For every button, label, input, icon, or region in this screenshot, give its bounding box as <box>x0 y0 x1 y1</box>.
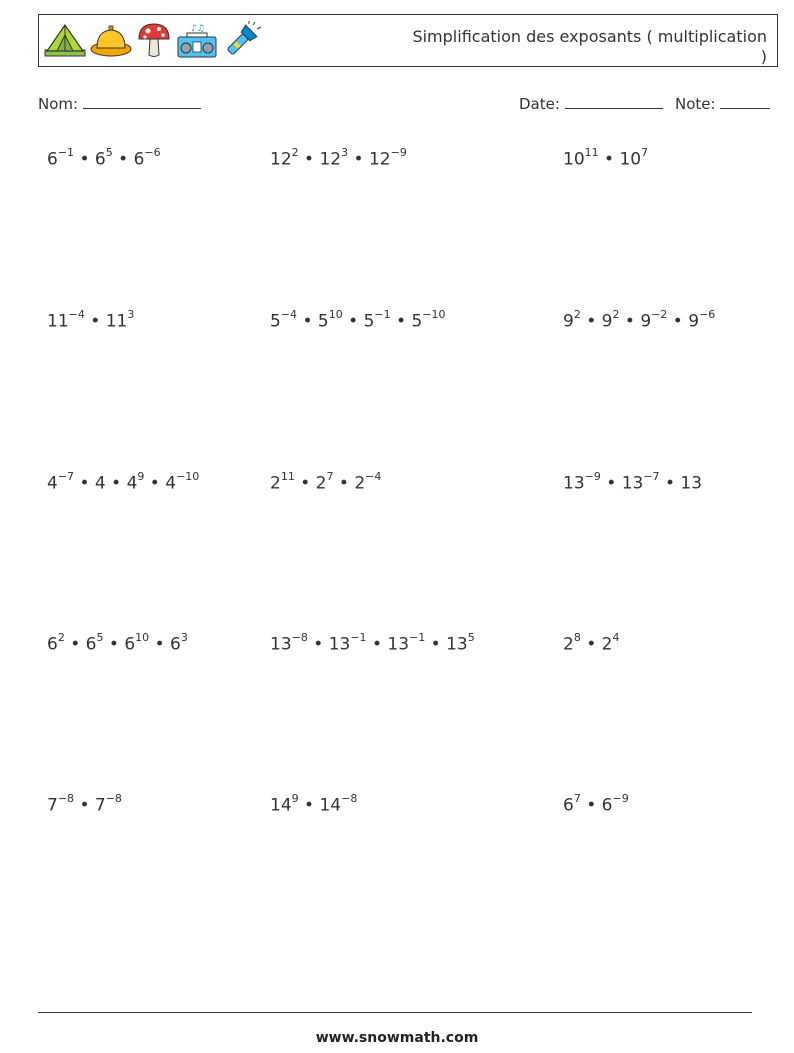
multiply-dot: • <box>112 149 134 170</box>
term-exponent: −10 <box>176 470 200 483</box>
mushroom-icon <box>135 21 173 59</box>
problem-1-3 <box>563 148 648 170</box>
multiply-dot: • <box>659 473 681 494</box>
problem-4-3 <box>563 633 620 655</box>
term-base: 9 <box>563 311 574 332</box>
term-base: 5 <box>411 311 423 332</box>
term-base: 6 <box>133 149 145 170</box>
svg-text:♪♫: ♪♫ <box>191 24 205 34</box>
grade-blank <box>720 94 770 109</box>
date-blank <box>565 94 663 109</box>
term-base: 5 <box>363 311 375 332</box>
problem-3-1 <box>47 472 199 494</box>
problem-3-2 <box>270 472 381 494</box>
term-exponent: −7 <box>643 470 660 483</box>
header-box <box>38 14 778 67</box>
term-base: 4 <box>94 473 106 494</box>
multiply-dot: • <box>144 473 166 494</box>
hat-icon <box>89 21 133 59</box>
term-exponent: 5 <box>467 631 475 644</box>
problem-2-2 <box>270 310 446 332</box>
term-base: 7 <box>47 795 58 816</box>
term-base: 13 <box>270 634 292 655</box>
term-base: 7 <box>94 795 106 816</box>
term-exponent: −1 <box>409 631 426 644</box>
term-base: 2 <box>270 473 281 494</box>
term-base: 6 <box>601 795 613 816</box>
multiply-dot: • <box>580 634 602 655</box>
term-base: 13 <box>387 634 410 655</box>
page-title: Simplification des exposants ( multiplication ) <box>412 27 767 66</box>
term-exponent: 5 <box>105 146 113 159</box>
multiply-dot: • <box>298 149 320 170</box>
term-base: 4 <box>165 473 177 494</box>
grade-field <box>675 94 770 113</box>
term-exponent: 10 <box>135 631 150 644</box>
multiply-dot: • <box>298 795 320 816</box>
term-exponent: −1 <box>374 308 391 321</box>
multiply-dot: • <box>74 149 95 170</box>
multiply-dot: • <box>348 149 369 170</box>
problem-3-3 <box>563 472 702 494</box>
term-exponent: −6 <box>144 146 161 159</box>
term-exponent: −8 <box>291 631 308 644</box>
multiply-dot: • <box>149 634 171 655</box>
term-exponent: −9 <box>584 470 601 483</box>
term-base: 9 <box>688 311 700 332</box>
term-base: 13 <box>446 634 468 655</box>
multiply-dot: • <box>580 795 602 816</box>
term-base: 11 <box>105 311 128 332</box>
term-exponent: 7 <box>326 470 334 483</box>
term-exponent: 3 <box>180 631 188 644</box>
problem-2-3 <box>563 310 715 332</box>
multiply-dot: • <box>103 634 125 655</box>
multiply-dot: • <box>600 473 622 494</box>
footer-divider <box>38 1012 752 1013</box>
term-exponent: −4 <box>365 470 382 483</box>
term-exponent: 7 <box>641 146 649 159</box>
problem-4-1 <box>47 633 188 655</box>
multiply-dot: • <box>307 634 329 655</box>
date-label: Date: <box>519 95 560 113</box>
term-exponent: 9 <box>137 470 145 483</box>
term-exponent: 2 <box>291 146 299 159</box>
multiply-dot: • <box>84 311 106 332</box>
term-exponent: 11 <box>584 146 599 159</box>
problem-4-2 <box>270 633 475 655</box>
term-exponent: −8 <box>57 792 75 805</box>
multiply-dot: • <box>294 473 316 494</box>
term-exponent: 7 <box>573 792 581 805</box>
multiply-dot: • <box>64 634 86 655</box>
term-exponent: 11 <box>280 470 295 483</box>
term-exponent: −8 <box>341 792 358 805</box>
multiply-dot: • <box>580 311 602 332</box>
radio-icon <box>175 21 219 59</box>
term-base: 6 <box>563 795 574 816</box>
term-base: 12 <box>319 149 342 170</box>
multiply-dot: • <box>425 634 447 655</box>
term-base: 5 <box>317 311 329 332</box>
term-base: 4 <box>47 473 58 494</box>
tent-icon <box>43 21 87 59</box>
term-exponent: 2 <box>612 308 620 321</box>
name-blank <box>83 94 201 109</box>
term-base: 14 <box>270 795 292 816</box>
term-base: 9 <box>640 311 652 332</box>
term-exponent: −2 <box>651 308 668 321</box>
term-base: 2 <box>315 473 327 494</box>
term-exponent: −6 <box>699 308 716 321</box>
term-exponent: 10 <box>328 308 343 321</box>
term-base: 13 <box>328 634 351 655</box>
term-exponent: 2 <box>573 308 581 321</box>
term-base: 2 <box>601 634 613 655</box>
term-exponent: −9 <box>612 792 629 805</box>
multiply-dot: • <box>598 149 620 170</box>
term-exponent: −10 <box>422 308 446 321</box>
flashlight-icon <box>221 21 263 59</box>
term-base: 6 <box>47 634 58 655</box>
term-base: 6 <box>124 634 136 655</box>
term-base: 13 <box>680 473 703 494</box>
term-base: 2 <box>354 473 366 494</box>
term-exponent: 2 <box>57 631 65 644</box>
name-field <box>38 94 201 113</box>
footer-url: www.snowmath.com <box>315 1030 479 1046</box>
term-base: 2 <box>563 634 574 655</box>
term-base: 4 <box>126 473 138 494</box>
grade-label: Note: <box>675 95 716 113</box>
term-base: 6 <box>47 149 58 170</box>
multiply-dot: • <box>74 473 95 494</box>
term-exponent: −1 <box>57 146 75 159</box>
term-exponent: 4 <box>612 631 620 644</box>
term-base: 6 <box>85 634 97 655</box>
term-base: 12 <box>368 149 391 170</box>
term-exponent: 8 <box>573 631 581 644</box>
term-base: 13 <box>621 473 644 494</box>
term-exponent: 5 <box>96 631 104 644</box>
multiply-dot: • <box>74 795 95 816</box>
term-exponent: −7 <box>57 470 75 483</box>
term-exponent: −9 <box>390 146 407 159</box>
problem-1-2 <box>270 148 407 170</box>
multiply-dot: • <box>366 634 388 655</box>
icon-row <box>43 21 263 59</box>
problem-5-1 <box>47 794 122 816</box>
term-base: 6 <box>170 634 181 655</box>
multiply-dot: • <box>105 473 127 494</box>
term-exponent: −8 <box>105 792 122 805</box>
problem-5-3 <box>563 794 629 816</box>
term-base: 11 <box>47 311 69 332</box>
multiply-dot: • <box>333 473 355 494</box>
term-exponent: −4 <box>280 308 298 321</box>
term-base: 10 <box>619 149 642 170</box>
problem-1-1 <box>47 148 161 170</box>
term-base: 10 <box>563 149 585 170</box>
term-base: 12 <box>270 149 292 170</box>
multiply-dot: • <box>619 311 641 332</box>
multiply-dot: • <box>297 311 318 332</box>
name-label: Nom: <box>38 95 79 113</box>
problem-2-1 <box>47 310 134 332</box>
term-base: 14 <box>319 795 342 816</box>
date-field <box>519 94 663 113</box>
multiply-dot: • <box>667 311 689 332</box>
term-exponent: 3 <box>127 308 135 321</box>
multiply-dot: • <box>342 311 364 332</box>
problem-5-2 <box>270 794 357 816</box>
term-exponent: −1 <box>350 631 367 644</box>
term-base: 5 <box>270 311 281 332</box>
term-base: 13 <box>563 473 585 494</box>
term-base: 6 <box>94 149 106 170</box>
term-exponent: 3 <box>341 146 349 159</box>
term-base: 9 <box>601 311 613 332</box>
term-exponent: 9 <box>291 792 299 805</box>
multiply-dot: • <box>390 311 412 332</box>
term-exponent: −4 <box>68 308 85 321</box>
